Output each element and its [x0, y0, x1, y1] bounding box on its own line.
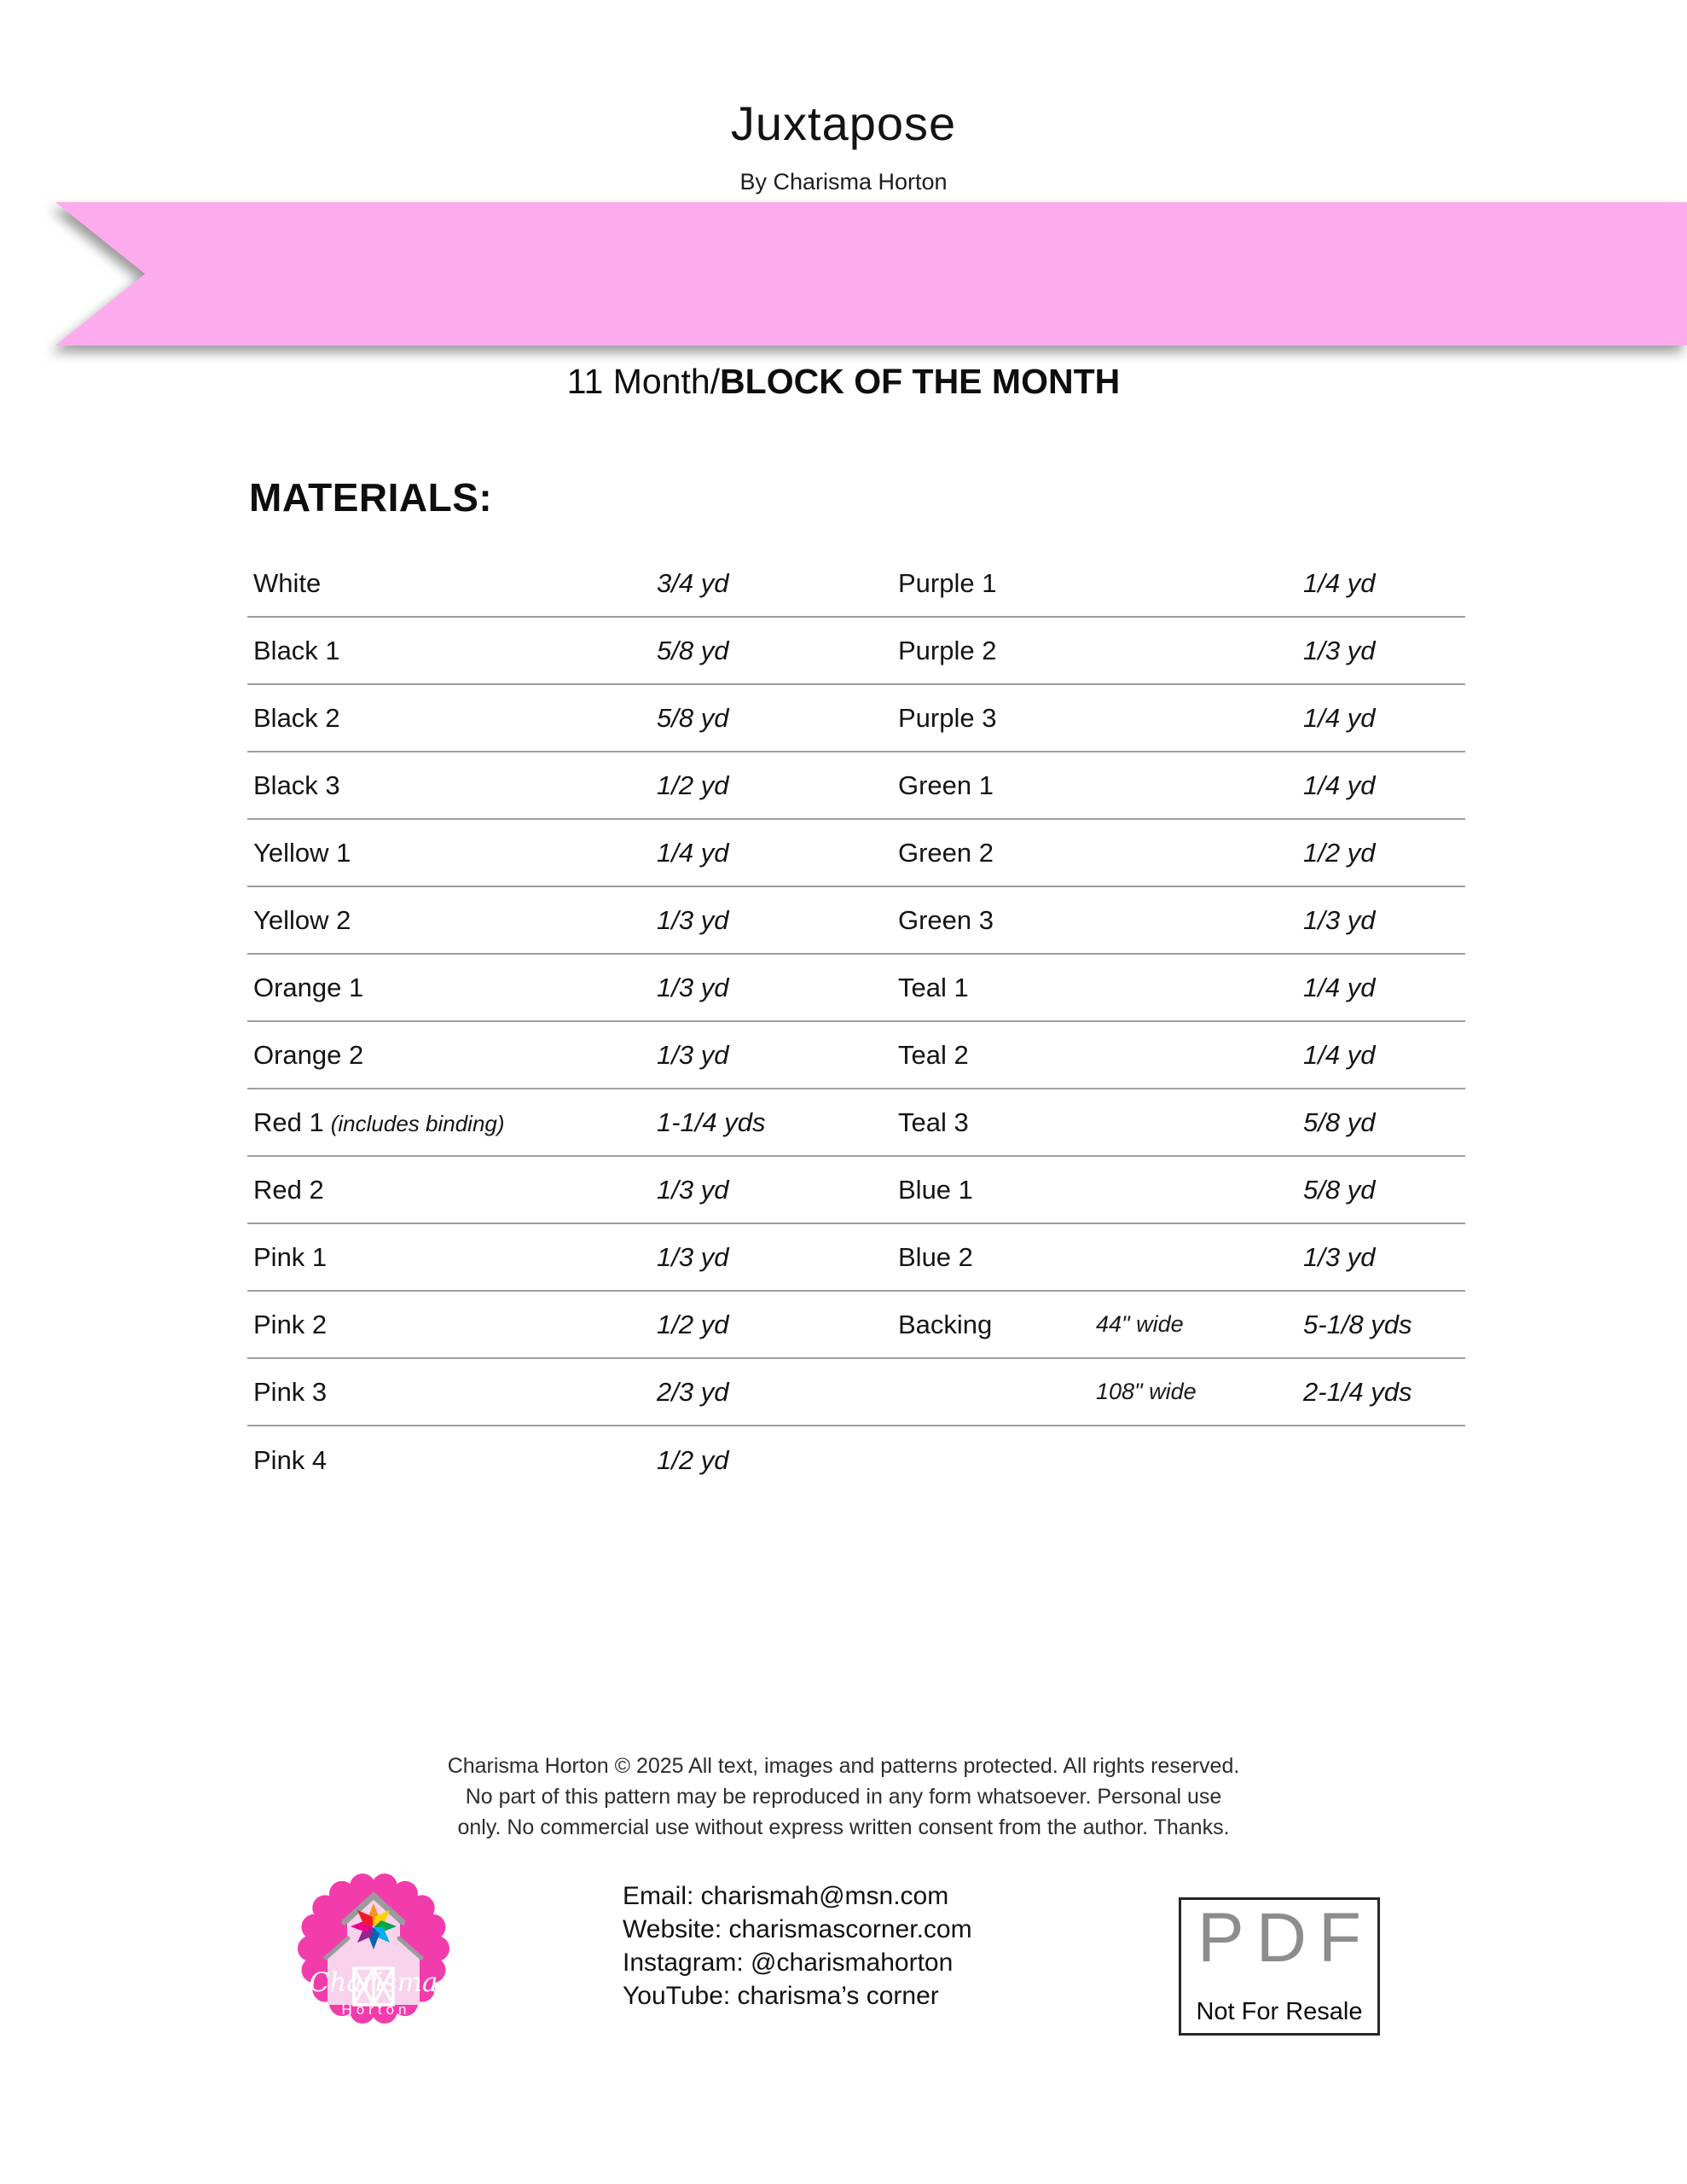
material-name-right: Purple 1 — [898, 567, 997, 598]
material-width-note: 44" wide — [1096, 1311, 1184, 1337]
material-name-left: Red 1 (includes binding) — [253, 1107, 505, 1137]
contact-info — [623, 1879, 972, 2013]
table-row — [247, 618, 1465, 685]
material-qty-left: 1-1/4 yds — [657, 1107, 766, 1137]
material-name-right: Blue 2 — [898, 1241, 973, 1272]
table-row — [247, 887, 1465, 955]
subtitle — [0, 362, 1687, 402]
material-qty-right: 1/4 yd — [1303, 1039, 1376, 1070]
contact-line: Instagram: @charismahorton — [623, 1949, 954, 1977]
material-name-left: Orange 1 — [253, 972, 364, 1002]
materials-table — [247, 550, 1465, 1494]
material-qty-right: 1/4 yd — [1303, 567, 1376, 598]
material-qty-right: 5/8 yd — [1303, 1107, 1376, 1137]
material-qty-left: 2/3 yd — [657, 1376, 729, 1407]
pink-ribbon-shape — [55, 202, 1687, 346]
material-qty-right: 1/3 yd — [1303, 904, 1376, 935]
table-row — [247, 955, 1465, 1022]
material-qty-left: 1/3 yd — [657, 1241, 729, 1272]
material-qty-right: 1/3 yd — [1303, 1241, 1376, 1272]
material-qty-right: 1/3 yd — [1303, 635, 1376, 665]
material-name-right: Teal 2 — [898, 1039, 969, 1070]
page-title: Juxtapose — [730, 96, 957, 150]
material-name-right: Purple 3 — [898, 702, 997, 733]
copyright-line: No part of this pattern may be reproduced in any form whatsoever. Personal use — [465, 1785, 1222, 1809]
table-row — [247, 1157, 1465, 1224]
copyright-notice — [0, 1751, 1687, 1843]
material-qty-right: 5/8 yd — [1303, 1174, 1376, 1205]
byline: By Charisma Horton — [739, 169, 948, 195]
table-row — [247, 685, 1465, 752]
material-name-right: Green 3 — [898, 904, 994, 935]
not-for-resale-label: Not For Resale — [1196, 1998, 1363, 2025]
contact-line: YouTube: charisma’s corner — [623, 1982, 939, 2010]
subtitle-regular: 11 Month/ — [566, 362, 721, 401]
table-row — [247, 1426, 1465, 1494]
material-name-right: Green 1 — [898, 770, 994, 800]
charisma-horton-logo — [296, 1873, 451, 2028]
material-note: (includes binding) — [330, 1110, 505, 1136]
material-qty-left: 1/3 yd — [657, 972, 729, 1002]
material-name-left: Black 1 — [253, 635, 340, 665]
pink-ribbon-banner — [55, 202, 1687, 346]
material-name-right: Green 2 — [898, 837, 994, 868]
material-qty-left: 1/3 yd — [657, 1039, 729, 1070]
table-row — [247, 1089, 1465, 1157]
contact-line: Website: charismascorner.com — [623, 1915, 972, 1943]
material-qty-right: 2-1/4 yds — [1303, 1376, 1412, 1407]
material-qty-left: 1/2 yd — [657, 770, 729, 800]
table-row — [247, 752, 1465, 820]
material-qty-left: 1/4 yd — [657, 837, 729, 868]
table-row — [247, 820, 1465, 887]
material-qty-right: 5-1/8 yds — [1303, 1309, 1412, 1339]
material-name-right: Backing — [898, 1309, 993, 1339]
pdf-label: PDF — [1197, 1899, 1373, 1977]
material-qty-right: 1/4 yd — [1303, 972, 1376, 1002]
logo-surname: Horton — [341, 2001, 411, 2018]
table-row — [247, 1224, 1465, 1292]
material-name-left: Black 3 — [253, 770, 340, 800]
material-name-left: Pink 3 — [253, 1376, 328, 1407]
material-qty-right: 1/4 yd — [1303, 770, 1376, 800]
material-qty-left: 1/3 yd — [657, 1174, 729, 1205]
material-name-left: Black 2 — [253, 702, 340, 733]
material-qty-left: 1/2 yd — [657, 1444, 729, 1475]
materials-heading: MATERIALS: — [249, 475, 493, 520]
table-row — [247, 1359, 1465, 1426]
copyright-line: only. No commercial use without express written consent from the author. Thanks. — [457, 1815, 1230, 1839]
material-qty-left: 1/2 yd — [657, 1309, 729, 1339]
material-qty-left: 5/8 yd — [657, 702, 729, 733]
material-name-left: Yellow 2 — [253, 904, 351, 935]
material-name-right: Teal 3 — [898, 1107, 969, 1137]
material-qty-left: 3/4 yd — [657, 567, 729, 598]
material-name-left: Pink 2 — [253, 1309, 328, 1339]
material-name-right: Purple 2 — [898, 635, 997, 665]
material-qty-right: 1/2 yd — [1303, 837, 1376, 868]
pdf-not-for-resale-badge — [1179, 1897, 1380, 2036]
material-width-note: 108" wide — [1096, 1379, 1197, 1404]
material-name-left: White — [253, 567, 322, 598]
material-name-right: Teal 1 — [898, 972, 969, 1002]
material-name-left: Orange 2 — [253, 1039, 364, 1070]
contact-line: Email: charismah@msn.com — [623, 1882, 949, 1910]
table-row — [247, 550, 1465, 618]
material-qty-left: 5/8 yd — [657, 635, 729, 665]
material-name-left: Yellow 1 — [253, 837, 351, 868]
material-name-left: Pink 4 — [253, 1444, 328, 1475]
material-name-left: Red 2 — [253, 1174, 324, 1205]
material-qty-right: 1/4 yd — [1303, 702, 1376, 733]
table-row — [247, 1022, 1465, 1089]
copyright-line: Charisma Horton © 2025 All text, images and patterns protected. All rights reserved. — [447, 1754, 1240, 1778]
material-name-left: Pink 1 — [253, 1241, 328, 1272]
material-name-right: Blue 1 — [898, 1174, 973, 1205]
subtitle-bold: BLOCK OF THE MONTH — [720, 362, 1121, 401]
material-qty-left: 1/3 yd — [657, 904, 729, 935]
table-row — [247, 1292, 1465, 1359]
logo-name-script: Charisma — [309, 1967, 438, 1998]
